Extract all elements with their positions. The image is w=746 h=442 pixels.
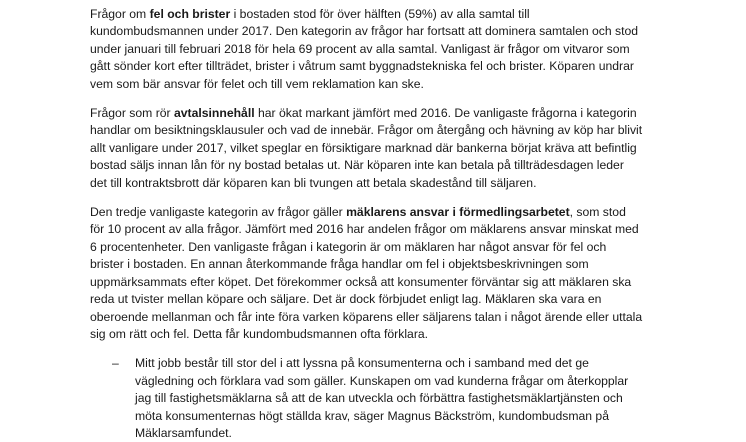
text-run: reda ut tvister mellan köpare och säljare. Det är dock förbjudet enligt lag. Mäklaren ska vara en (90, 292, 602, 307)
text-run: i bostaden stod för över hälften (59%) av alla samtal till (230, 7, 530, 21)
text-run: har ökat markant jämfört med 2016. De vanligaste frågorna i kategorin (254, 106, 637, 121)
text-line (90, 274, 660, 291)
text-line (90, 221, 660, 238)
text-line (90, 204, 660, 221)
text-run: allt vanligare under 2017, vilket speglar en försiktigare marknad där bankerna börjat kräva att befintlig (90, 140, 637, 155)
text-run: bostad säljs innan lån för ny bostad betalas ut. När köparen inte kan betala på tillträdesdagen leder (90, 158, 624, 173)
quote-text (135, 355, 660, 442)
text-run: , som stod (569, 205, 626, 220)
text-run: under januari till februari 2018 för hela 69 procent av alla samtal. Vanligast är frågor om vitvaror som (90, 41, 630, 56)
bold-term: fel och brister (149, 7, 231, 21)
text-line (135, 425, 660, 442)
text-line (90, 58, 660, 75)
text-run: jag till fastighetsmäklarna så att de kan utveckla och förbättra fastighetsmäklartjänsten och (135, 391, 623, 406)
text-run: för 10 procent av alla frågor. Jämfört med 2016 har andelen frågor om mäklarens ansvar minskat med (90, 222, 639, 237)
text-run: handlar om besiktningsklausuler och vad de innebär. Frågor om återgång och hävning av köp har blivit (90, 123, 643, 138)
text-run: gått sönder kort efter tillträdet, brister i våtrum samt byggnadstekniska fel och brister. Köparen undrar (90, 59, 634, 74)
text-run: uppmärksammats efter köpet. Det förekommer också att konsumenter förväntar sig att mäklaren ska (90, 274, 632, 289)
paragraph-fel-och-brister (90, 6, 660, 93)
quote-bullet (90, 355, 660, 442)
dash-bullet-marker: – (112, 356, 119, 371)
bold-term: mäklarens ansvar i förmedlingsarbetet (346, 205, 570, 220)
text-line (90, 6, 660, 23)
text-run: brister i bostaden. En annan återkommande fråga handlar om fel i objektsbeskrivningen som (90, 257, 589, 272)
paragraph-maklarens-ansvar (90, 204, 660, 343)
text-run: sig om rätt och fel. Detta får kundombudsmannen ofta förklara. (90, 326, 429, 341)
text-line (90, 122, 660, 139)
text-line (90, 291, 660, 308)
document-page (90, 6, 660, 442)
text-line (90, 239, 660, 256)
paragraph-avtalsinnehall (90, 105, 660, 192)
text-line (90, 256, 660, 273)
text-line (135, 373, 660, 390)
text-line (90, 76, 660, 93)
text-line (90, 105, 660, 122)
text-line (90, 175, 660, 192)
text-line (90, 140, 660, 157)
text-run: Mitt jobb består till stor del i att lyssna på konsumenterna och i samband med det ge (135, 356, 589, 371)
text-line (90, 326, 660, 343)
text-line (90, 309, 660, 326)
text-run: vägledning och förklara vad som gäller. Kunskapen om vad kunderna frågar om återkopplar (135, 373, 629, 388)
text-run: det till kontraktsbrott där köparen kan bli tvungen att betala skadestånd till säljaren. (90, 175, 537, 190)
text-line (90, 157, 660, 174)
text-run: Frågor som rör (90, 106, 174, 121)
text-run: 6 procentenheter. Den vanligaste frågan i kategorin är om mäklaren har något ansvar för fel och (90, 239, 607, 254)
text-run: möta konsumenternas högt ställda krav, säger Magnus Bäckström, kundombudsman på (135, 408, 609, 423)
text-run: Frågor om (90, 7, 150, 21)
text-run: Mäklarsamfundet. (135, 425, 232, 440)
text-line (135, 408, 660, 425)
text-run: Den tredje vanligaste kategorin av frågor gäller (90, 205, 347, 220)
text-line (90, 41, 660, 58)
text-line (135, 355, 660, 372)
text-line (135, 390, 660, 407)
text-run: oberoende mellanman och får inte föra varken köparens eller säljarens talan i något ärende eller uttala (90, 309, 643, 324)
text-line (90, 23, 660, 40)
text-run: vem som bär ansvar för felet och till vem reklamation kan ske. (90, 76, 424, 91)
bold-term: avtalsinnehåll (173, 106, 255, 121)
text-run: kundombudsmannen under 2017. Den kategorin av frågor har fortsatt att dominera samtalen och stod (90, 24, 639, 39)
